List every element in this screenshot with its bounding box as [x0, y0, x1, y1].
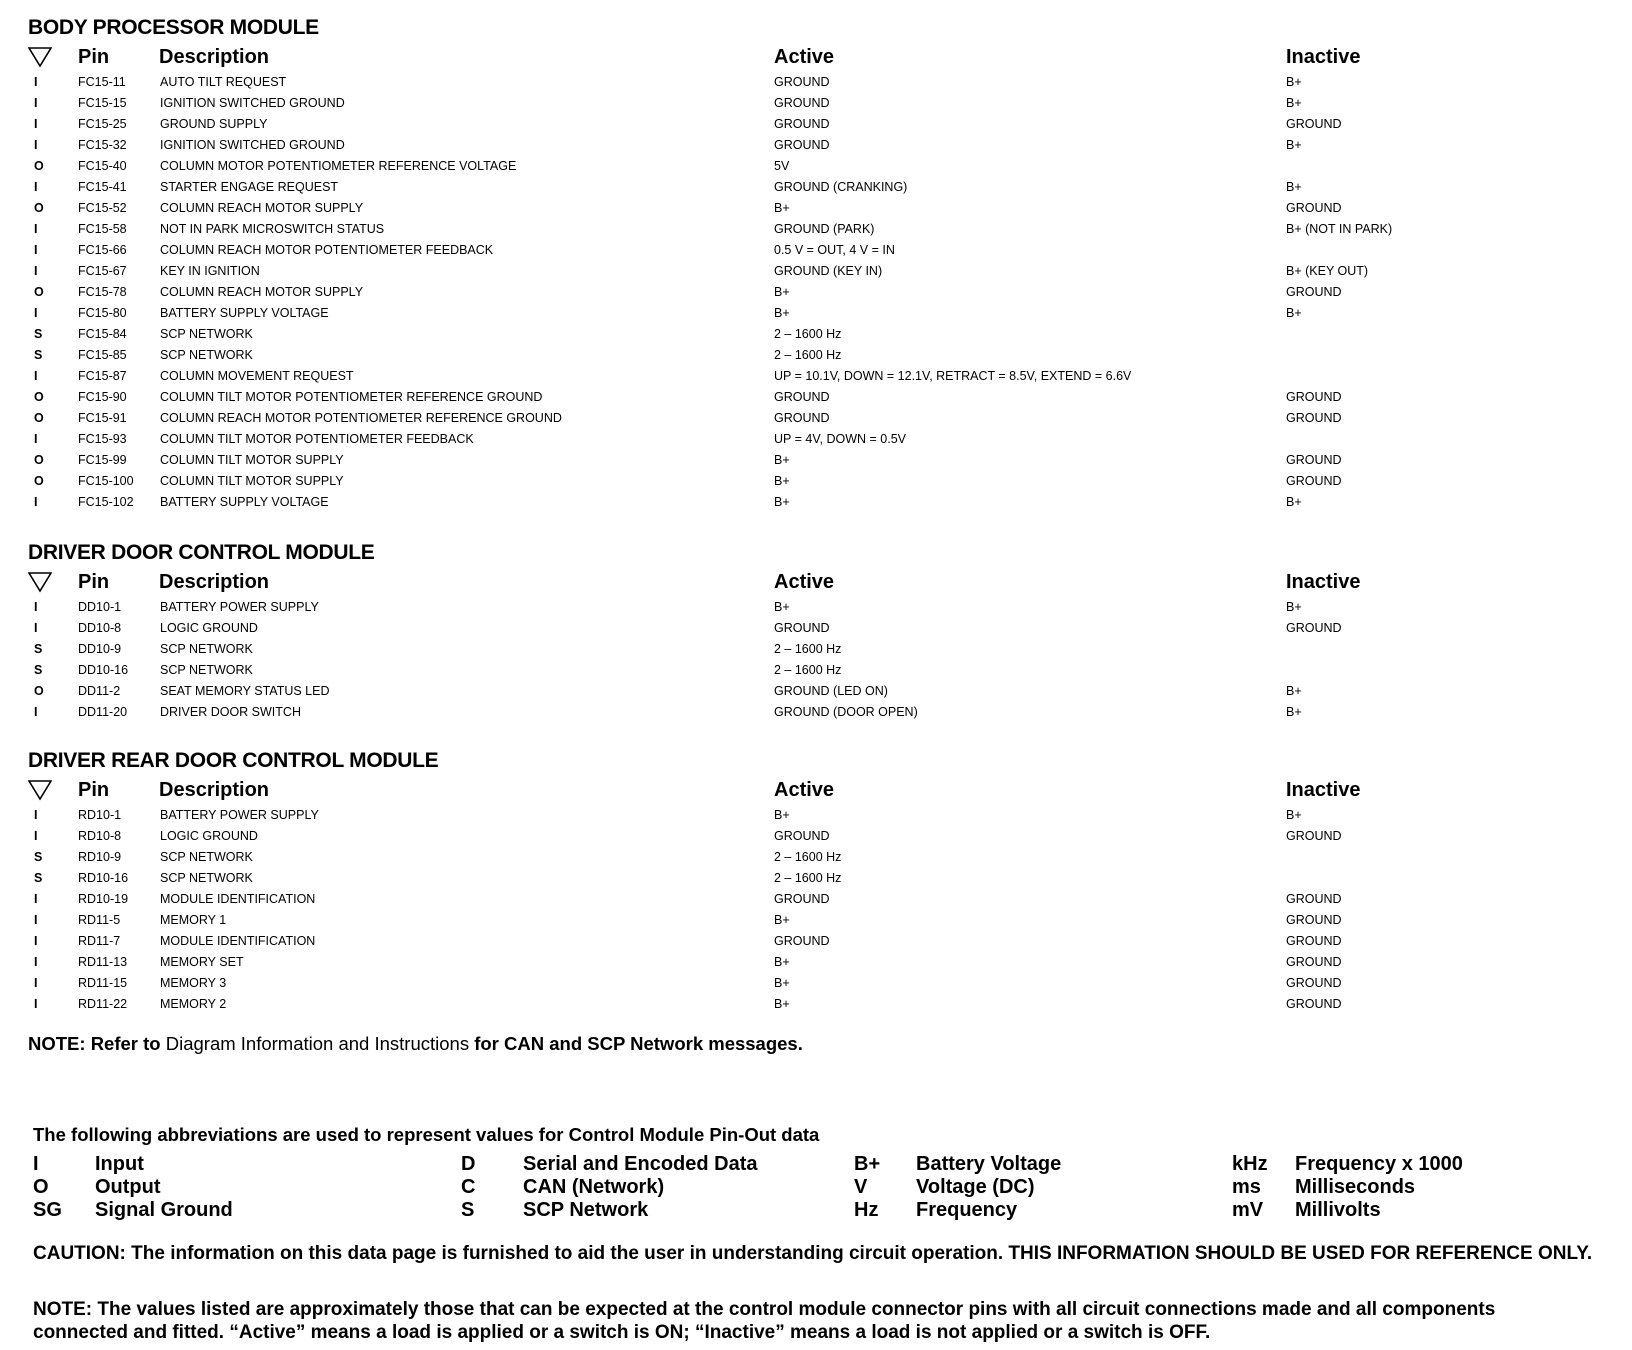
abbreviation-code: C: [461, 1176, 476, 1198]
cell-type: S: [34, 871, 43, 885]
cell-type: O: [34, 201, 44, 215]
cell-pin: DD11-20: [78, 705, 128, 719]
cell-type: I: [34, 913, 38, 927]
cell-inactive: B+: [1286, 600, 1302, 614]
abbreviation-code: B+: [854, 1153, 881, 1175]
header-active: Active: [774, 46, 835, 68]
table-row: [28, 889, 1618, 910]
table-row: [28, 492, 1618, 513]
table-row: [28, 261, 1618, 282]
cell-inactive: GROUND: [1286, 453, 1342, 467]
cell-description: COLUMN TILT MOTOR SUPPLY: [160, 453, 344, 467]
cell-pin: FC15-91: [78, 411, 127, 425]
cell-pin: RD10-1: [78, 808, 122, 822]
cell-type: O: [34, 684, 44, 698]
cell-active: 0.5 V = OUT, 4 V = IN: [774, 243, 895, 257]
cell-type: S: [34, 348, 43, 362]
cell-description: SCP NETWORK: [160, 327, 253, 341]
cell-pin: FC15-85: [78, 348, 127, 362]
cell-description: MEMORY 2: [160, 997, 227, 1011]
cell-type: I: [34, 138, 38, 152]
cell-description: COLUMN REACH MOTOR POTENTIOMETER REFERENCE GROUND: [160, 411, 562, 425]
cell-pin: FC15-66: [78, 243, 127, 257]
cell-type: I: [34, 976, 38, 990]
cell-inactive: GROUND: [1286, 285, 1342, 299]
abbreviation-meaning: Frequency x 1000: [1295, 1153, 1463, 1175]
note-suffix: for CAN and SCP Network messages.: [474, 1033, 803, 1054]
cell-inactive: GROUND: [1286, 913, 1342, 927]
cell-active: 2 – 1600 Hz: [774, 663, 842, 677]
cell-description: MODULE IDENTIFICATION: [160, 892, 316, 906]
cell-pin: FC15-15: [78, 96, 127, 110]
cell-active: GROUND: [774, 117, 830, 131]
cell-inactive: GROUND: [1286, 955, 1342, 969]
header-inactive: Inactive: [1286, 571, 1361, 593]
cell-pin: FC15-67: [78, 264, 127, 278]
cell-active: GROUND (KEY IN): [774, 264, 883, 278]
table-row: [28, 366, 1618, 387]
cell-type: O: [34, 285, 44, 299]
cell-active: B+: [774, 474, 790, 488]
table-row: [28, 952, 1618, 973]
cell-type: I: [34, 600, 38, 614]
cell-description: COLUMN REACH MOTOR SUPPLY: [160, 285, 364, 299]
cell-description: STARTER ENGAGE REQUEST: [160, 180, 339, 194]
cell-description: IGNITION SWITCHED GROUND: [160, 138, 345, 152]
cell-pin: FC15-99: [78, 453, 127, 467]
cell-type: I: [34, 495, 38, 509]
cell-pin: DD10-8: [78, 621, 122, 635]
cell-type: S: [34, 850, 43, 864]
cell-inactive: GROUND: [1286, 474, 1342, 488]
table-row: [28, 114, 1618, 135]
cell-type: I: [34, 117, 38, 131]
section-title: DRIVER DOOR CONTROL MODULE: [28, 541, 375, 564]
cell-pin: FC15-25: [78, 117, 127, 131]
cell-active: GROUND: [774, 892, 830, 906]
cell-active: B+: [774, 808, 790, 822]
cell-active: B+: [774, 997, 790, 1011]
cell-active: UP = 10.1V, DOWN = 12.1V, RETRACT = 8.5V, EXTEND = 6.6V: [774, 369, 1132, 383]
table-row: [28, 93, 1618, 114]
abbreviation-code: Hz: [854, 1199, 879, 1221]
abbreviations-legend: [33, 1121, 1623, 1225]
table-row: [28, 660, 1618, 681]
cell-pin: FC15-52: [78, 201, 127, 215]
cell-type: S: [34, 663, 43, 677]
cell-pin: FC15-41: [78, 180, 127, 194]
cell-type: I: [34, 934, 38, 948]
table-row: [28, 345, 1618, 366]
table-row: [28, 826, 1618, 847]
table-row: [28, 994, 1618, 1015]
abbreviation-code: ms: [1232, 1176, 1261, 1198]
abbreviation-meaning: Output: [95, 1176, 161, 1198]
abbreviation-meaning: Signal Ground: [95, 1199, 233, 1221]
cell-type: O: [34, 390, 44, 404]
cell-pin: RD11-5: [78, 913, 121, 927]
caution-text: CAUTION: The information on this data page is furnished to aid the user in understanding circuit operation. THIS INFORMATION SHOULD BE USED FOR REFERENCE ONLY.: [33, 1243, 1593, 1264]
cell-type: I: [34, 75, 38, 89]
cell-description: COLUMN REACH MOTOR SUPPLY: [160, 201, 364, 215]
cell-description: SCP NETWORK: [160, 348, 253, 362]
cell-pin: FC15-100: [78, 474, 134, 488]
abbreviation-code: kHz: [1232, 1153, 1268, 1175]
abbreviation-meaning: Milliseconds: [1295, 1176, 1416, 1198]
cell-description: LOGIC GROUND: [160, 829, 258, 843]
abbreviation-meaning: Voltage (DC): [916, 1176, 1035, 1198]
cell-active: 2 – 1600 Hz: [774, 871, 842, 885]
cell-inactive: GROUND: [1286, 117, 1342, 131]
cell-description: GROUND SUPPLY: [160, 117, 268, 131]
cell-type: I: [34, 997, 38, 1011]
cell-pin: RD10-8: [78, 829, 122, 843]
cell-type: I: [34, 243, 38, 257]
table-row: [28, 240, 1618, 261]
cell-pin: FC15-32: [78, 138, 127, 152]
cell-inactive: GROUND: [1286, 621, 1342, 635]
cell-description: COLUMN TILT MOTOR POTENTIOMETER FEEDBACK: [160, 432, 474, 446]
cell-active: UP = 4V, DOWN = 0.5V: [774, 432, 907, 446]
cell-pin: RD11-13: [78, 955, 128, 969]
cell-active: GROUND (DOOR OPEN): [774, 705, 918, 719]
cell-description: COLUMN TILT MOTOR SUPPLY: [160, 474, 344, 488]
cell-pin: DD11-2: [78, 684, 121, 698]
header-active: Active: [774, 779, 835, 801]
note-prefix: NOTE: Refer to: [28, 1033, 161, 1054]
cell-inactive: GROUND: [1286, 892, 1342, 906]
table-row: [28, 303, 1618, 324]
cell-type: I: [34, 306, 38, 320]
cell-pin: FC15-58: [78, 222, 127, 236]
cell-active: GROUND: [774, 934, 830, 948]
cell-type: I: [34, 621, 38, 635]
cell-pin: RD11-22: [78, 997, 128, 1011]
table-header: [28, 567, 1618, 597]
cell-pin: FC15-87: [78, 369, 127, 383]
cell-type: S: [34, 327, 43, 341]
triangle-down-icon: [28, 46, 52, 68]
cell-inactive: GROUND: [1286, 997, 1342, 1011]
cell-pin: DD10-1: [78, 600, 122, 614]
header-description: Description: [159, 571, 270, 593]
cell-description: BATTERY POWER SUPPLY: [160, 600, 319, 614]
cell-type: I: [34, 180, 38, 194]
table-row: [28, 219, 1618, 240]
cell-pin: FC15-78: [78, 285, 127, 299]
abbreviation-code: O: [33, 1176, 49, 1198]
diagram-info-link[interactable]: Diagram Information and Instructions: [165, 1033, 470, 1054]
abbreviation-meaning: CAN (Network): [523, 1176, 665, 1198]
cell-active: GROUND (LED ON): [774, 684, 888, 698]
cell-active: GROUND: [774, 96, 830, 110]
cell-type: I: [34, 369, 38, 383]
cell-pin: FC15-90: [78, 390, 127, 404]
cell-description: SCP NETWORK: [160, 663, 253, 677]
table-header: [28, 775, 1618, 805]
cell-active: GROUND: [774, 621, 830, 635]
table-row: [28, 973, 1618, 994]
cell-inactive: B+: [1286, 306, 1302, 320]
cell-description: KEY IN IGNITION: [160, 264, 260, 278]
cell-pin: FC15-93: [78, 432, 127, 446]
cell-description: SCP NETWORK: [160, 642, 253, 656]
cell-active: B+: [774, 600, 790, 614]
table-row: [28, 282, 1618, 303]
cell-description: COLUMN REACH MOTOR POTENTIOMETER FEEDBACK: [160, 243, 494, 257]
cell-description: BATTERY SUPPLY VOLTAGE: [160, 306, 329, 320]
cell-pin: FC15-40: [78, 159, 127, 173]
triangle-down-icon: [28, 571, 52, 593]
cell-inactive: B+: [1286, 96, 1302, 110]
abbreviation-meaning: Battery Voltage: [916, 1153, 1062, 1175]
cell-active: GROUND: [774, 75, 830, 89]
header-pin: Pin: [78, 46, 110, 68]
cell-pin: FC15-11: [78, 75, 126, 89]
cell-active: 5V: [774, 159, 790, 173]
abbreviation-code: SG: [33, 1199, 62, 1221]
cell-description: BATTERY POWER SUPPLY: [160, 808, 319, 822]
cell-description: SCP NETWORK: [160, 850, 253, 864]
table-row: [28, 597, 1618, 618]
table-rows: [28, 805, 1618, 1015]
section-title: DRIVER REAR DOOR CONTROL MODULE: [28, 749, 439, 772]
cell-pin: DD10-9: [78, 642, 122, 656]
cell-active: GROUND: [774, 829, 830, 843]
cell-pin: FC15-102: [78, 495, 134, 509]
table-row: [28, 177, 1618, 198]
table-row: [28, 72, 1618, 93]
cell-active: B+: [774, 495, 790, 509]
cell-type: O: [34, 411, 44, 425]
cell-inactive: B+: [1286, 180, 1302, 194]
abbreviation-code: I: [33, 1153, 39, 1175]
cell-active: 2 – 1600 Hz: [774, 642, 842, 656]
table-row: [28, 847, 1618, 868]
cell-active: B+: [774, 453, 790, 467]
cell-description: SCP NETWORK: [160, 871, 253, 885]
table-row: [28, 135, 1618, 156]
abbreviations-title: The following abbreviations are used to represent values for Control Module Pin-Out data: [33, 1124, 820, 1145]
cell-type: I: [34, 829, 38, 843]
cell-active: 2 – 1600 Hz: [774, 850, 842, 864]
cell-type: I: [34, 264, 38, 278]
cell-inactive: B+: [1286, 138, 1302, 152]
cell-inactive: B+: [1286, 705, 1302, 719]
cell-active: GROUND: [774, 138, 830, 152]
cell-description: COLUMN MOVEMENT REQUEST: [160, 369, 354, 383]
cell-type: I: [34, 222, 38, 236]
cell-type: I: [34, 705, 38, 719]
header-pin: Pin: [78, 571, 110, 593]
cell-inactive: B+: [1286, 495, 1302, 509]
section-driver-door-control-module: [28, 539, 1618, 723]
cell-active: B+: [774, 306, 790, 320]
table-row: [28, 702, 1618, 723]
cell-active: 2 – 1600 Hz: [774, 348, 842, 362]
section-driver-rear-door-control-module: [28, 747, 1618, 1015]
abbreviation-code: S: [461, 1199, 475, 1221]
table-header: [28, 42, 1618, 72]
cell-type: I: [34, 96, 38, 110]
cell-description: DRIVER DOOR SWITCH: [160, 705, 301, 719]
table-row: [28, 618, 1618, 639]
table-row: [28, 868, 1618, 889]
cell-active: GROUND: [774, 411, 830, 425]
table-row: [28, 387, 1618, 408]
header-description: Description: [159, 46, 270, 68]
network-note: [28, 1033, 803, 1055]
cell-description: AUTO TILT REQUEST: [160, 75, 287, 89]
cell-type: O: [34, 453, 44, 467]
table-row: [28, 931, 1618, 952]
cell-type: O: [34, 474, 44, 488]
header-description: Description: [159, 779, 270, 801]
abbreviation-meaning: Input: [95, 1153, 144, 1175]
cell-pin: RD10-9: [78, 850, 122, 864]
cell-pin: RD11-15: [78, 976, 128, 990]
cell-description: IGNITION SWITCHED GROUND: [160, 96, 345, 110]
cell-pin: RD10-19: [78, 892, 129, 906]
cell-active: GROUND (CRANKING): [774, 180, 908, 194]
cell-description: MEMORY 1: [160, 913, 227, 927]
cell-description: COLUMN MOTOR POTENTIOMETER REFERENCE VOLTAGE: [160, 159, 517, 173]
table-row: [28, 471, 1618, 492]
cell-active: B+: [774, 285, 790, 299]
abbreviation-code: V: [854, 1176, 868, 1198]
abbreviation-meaning: Serial and Encoded Data: [523, 1153, 758, 1175]
cell-inactive: B+ (KEY OUT): [1286, 264, 1369, 278]
header-active: Active: [774, 571, 835, 593]
table-rows: [28, 597, 1618, 723]
cell-active: B+: [774, 976, 790, 990]
cell-type: I: [34, 432, 38, 446]
cell-type: O: [34, 159, 44, 173]
cell-description: SEAT MEMORY STATUS LED: [160, 684, 330, 698]
abbreviation-code: D: [461, 1153, 476, 1175]
abbreviation-meaning: Millivolts: [1295, 1199, 1381, 1221]
cell-pin: FC15-80: [78, 306, 127, 320]
cell-inactive: GROUND: [1286, 390, 1342, 404]
cell-inactive: B+ (NOT IN PARK): [1286, 222, 1393, 236]
cell-description: BATTERY SUPPLY VOLTAGE: [160, 495, 329, 509]
table-rows: [28, 72, 1618, 513]
table-row: [28, 156, 1618, 177]
cell-pin: RD10-16: [78, 871, 129, 885]
cell-description: LOGIC GROUND: [160, 621, 258, 635]
cell-pin: FC15-84: [78, 327, 127, 341]
section-title: BODY PROCESSOR MODULE: [28, 16, 319, 39]
cell-inactive: GROUND: [1286, 829, 1342, 843]
cell-pin: DD10-16: [78, 663, 129, 677]
cell-type: S: [34, 642, 43, 656]
table-row: [28, 324, 1618, 345]
table-row: [28, 198, 1618, 219]
cell-active: B+: [774, 201, 790, 215]
table-row: [28, 429, 1618, 450]
abbreviation-meaning: Frequency: [916, 1199, 1018, 1221]
cell-pin: RD11-7: [78, 934, 121, 948]
cell-inactive: GROUND: [1286, 411, 1342, 425]
cell-inactive: GROUND: [1286, 934, 1342, 948]
cell-description: MEMORY 3: [160, 976, 227, 990]
header-pin: Pin: [78, 779, 110, 801]
cell-inactive: B+: [1286, 808, 1302, 822]
cell-active: 2 – 1600 Hz: [774, 327, 842, 341]
cell-inactive: B+: [1286, 75, 1302, 89]
table-row: [28, 681, 1618, 702]
header-inactive: Inactive: [1286, 46, 1361, 68]
table-row: [28, 639, 1618, 660]
cell-type: I: [34, 892, 38, 906]
section-body-processor-module: [28, 14, 1618, 513]
cell-type: I: [34, 808, 38, 822]
cell-type: I: [34, 955, 38, 969]
cell-inactive: GROUND: [1286, 976, 1342, 990]
values-note-text: NOTE: The values listed are approximately those that can be expected at the control module connector pins with all circuit connections made and all components connected and fitted. “Active” means a load is applied or a switch is ON; “Inactive” means a load is not applied or a switch is OFF.: [33, 1299, 1496, 1343]
cell-active: GROUND: [774, 390, 830, 404]
cell-inactive: GROUND: [1286, 201, 1342, 215]
abbreviation-code: mV: [1232, 1199, 1264, 1221]
abbreviation-meaning: SCP Network: [523, 1199, 649, 1221]
header-inactive: Inactive: [1286, 779, 1361, 801]
cell-inactive: B+: [1286, 684, 1302, 698]
table-row: [28, 408, 1618, 429]
cell-active: B+: [774, 913, 790, 927]
cell-description: COLUMN TILT MOTOR POTENTIOMETER REFERENCE GROUND: [160, 390, 543, 404]
triangle-down-icon: [28, 779, 52, 801]
table-row: [28, 450, 1618, 471]
cell-active: B+: [774, 955, 790, 969]
cell-description: MODULE IDENTIFICATION: [160, 934, 316, 948]
table-row: [28, 805, 1618, 826]
cell-active: GROUND (PARK): [774, 222, 875, 236]
cell-description: MEMORY SET: [160, 955, 244, 969]
table-row: [28, 910, 1618, 931]
cell-description: NOT IN PARK MICROSWITCH STATUS: [160, 222, 385, 236]
abbreviations-grid: [33, 1153, 1623, 1225]
